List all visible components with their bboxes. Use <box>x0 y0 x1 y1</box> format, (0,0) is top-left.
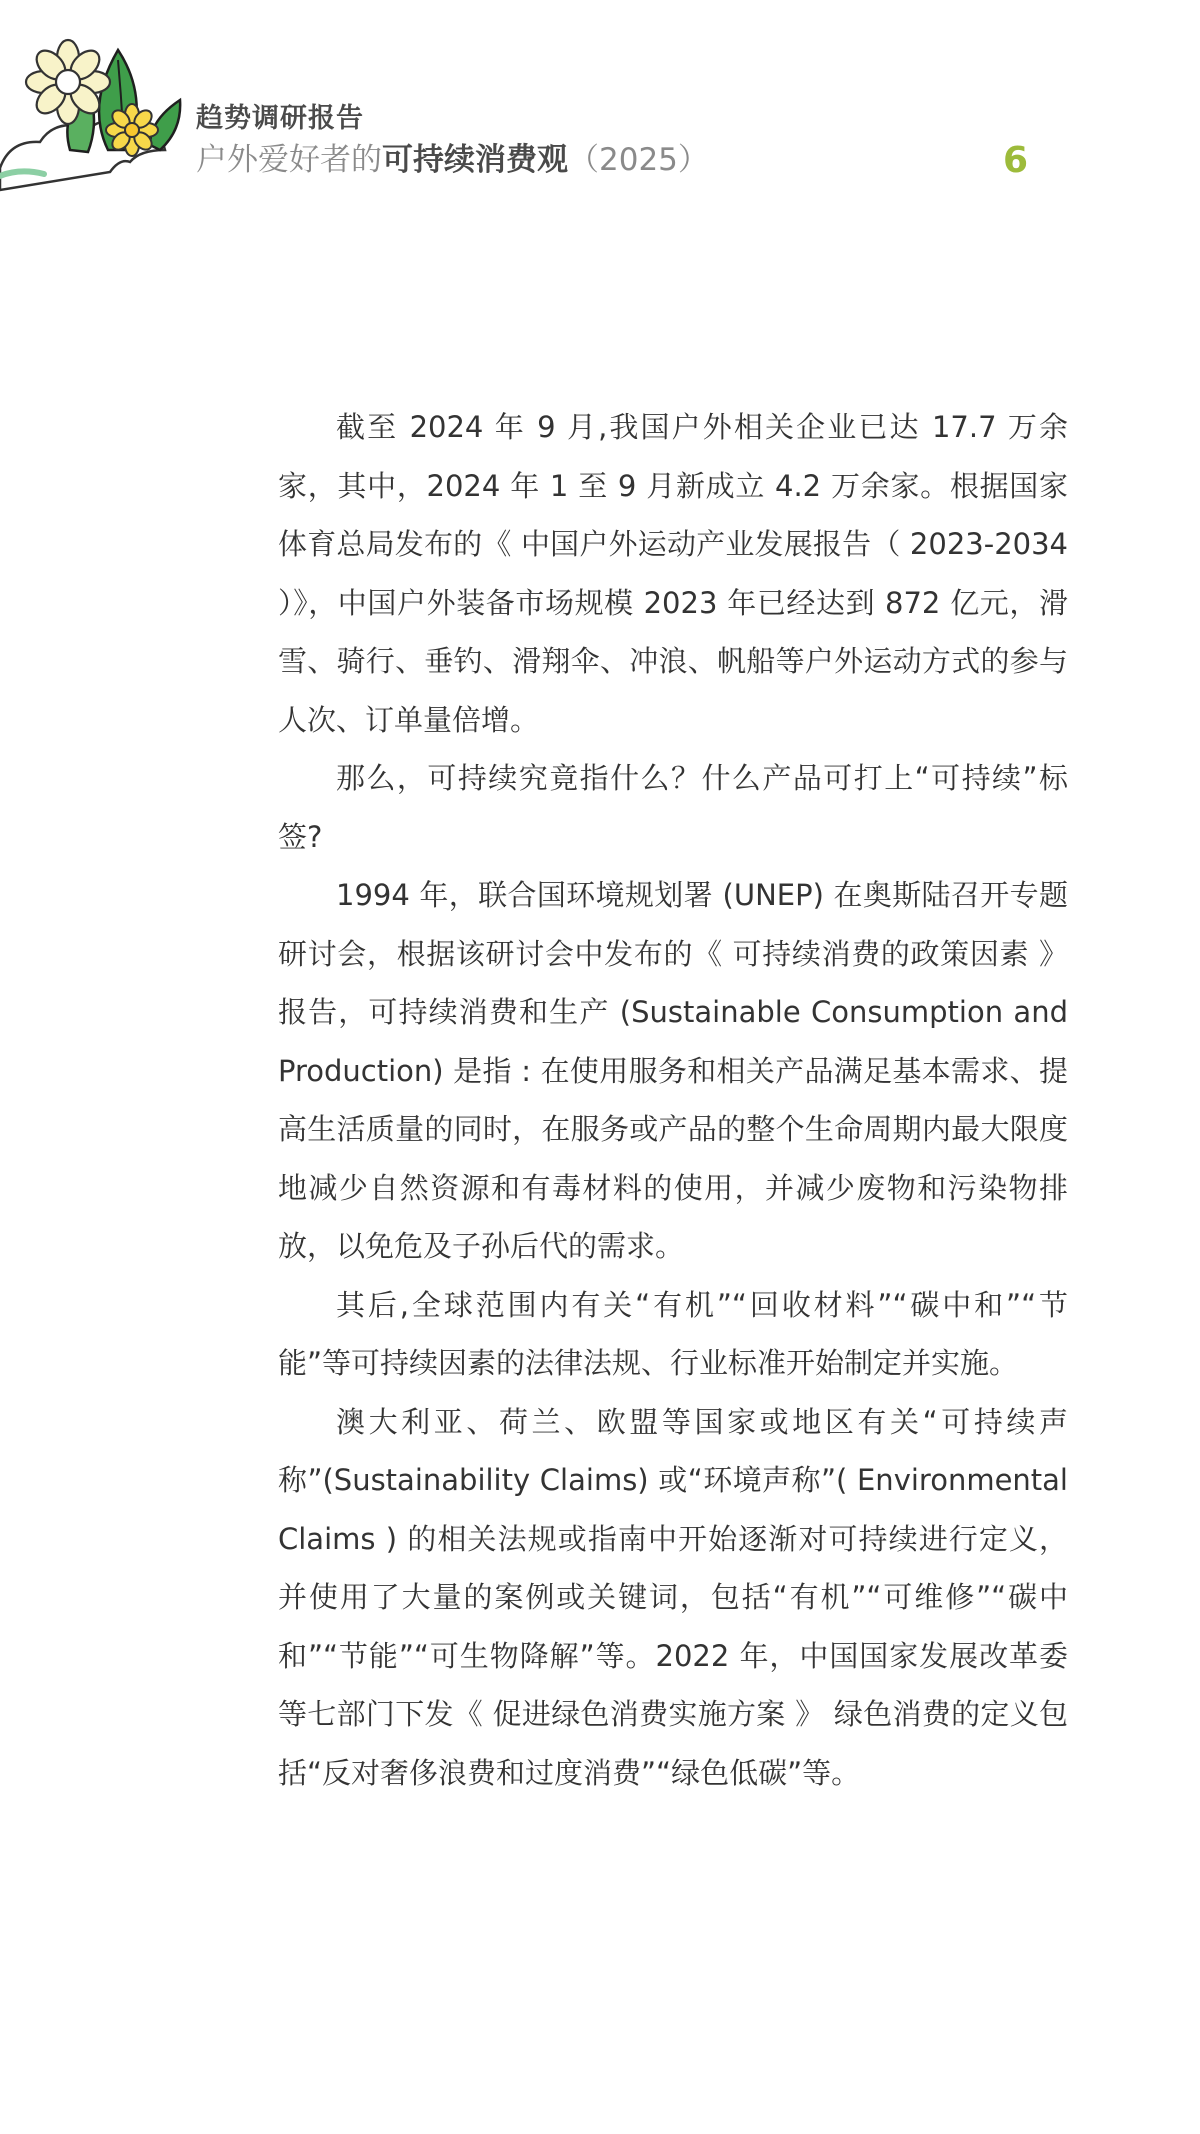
paragraph: 截至 2024 年 9 月,我国户外相关企业已达 17.7 万余家，其中，2024 年 1 至 9 月新成立 4.2 万余家。根据国家体育总局发布的《 中国户外运动产业发展报告（ 2023-2034 ）》，中国户外装备市场规模 2023 年已经达到 872 亿元，滑雪、骑行、垂钓、滑翔伞、冲浪、帆船等户外运动方式的参与人次、订单量倍增。 <box>278 410 1068 737</box>
paragraph: 1994 年，联合国环境规划署 (UNEP) 在奥斯陆召开专题研讨会，根据该研讨会中发布的《 可持续消费的政策因素 》报告，可持续消费和生产 (Sustainable Consumption and Production) 是指 : 在使用服务和相关产品满足基本需求、提高生活质量的同时，在服务或产品的整个生命周期内最大限度地减少自然资源和有毒材料的使用，并减少废物和污染物排放，以免危及子孙后代的需求。 <box>278 878 1068 1263</box>
paragraph: 那么，可持续究竟指什么？什么产品可打上“可持续”标签? <box>278 761 1068 854</box>
report-title <box>196 138 709 182</box>
flower-icon <box>106 104 158 156</box>
paragraph: 其后,全球范围内有关“有机”“回收材料”“碳中和”“节能”等可持续因素的法律法规、行业标准开始制定并实施。 <box>278 1287 1068 1380</box>
report-series-label: 趋势调研报告 <box>196 103 364 134</box>
page-number: 6 <box>1003 140 1029 181</box>
flower-icon <box>26 40 110 124</box>
report-title-prefix: 户外爱好者的 <box>196 142 382 178</box>
report-title-suffix: （2025） <box>568 142 709 178</box>
article-body <box>278 398 1068 1802</box>
report-title-bold: 可持续消费观 <box>382 142 568 178</box>
page-header <box>196 100 709 182</box>
header-illustration <box>0 0 200 200</box>
paragraph: 澳大利亚、荷兰、欧盟等国家或地区有关“可持续声称”(Sustainability Claims) 或“环境声称”( Environmental Claims ) 的相关法规或指南中开始逐渐对可持续进行定义，并使用了大量的案例或关键词，包括“有机”“可维修”“碳中和”“节能”“可生物降解”等。2022 年，中国国家发展改革委等七部门下发《 促进绿色消费实施方案 》 绿色消费的定义包括“反对奢侈浪费和过度消费”“绿色低碳”等。 <box>278 1404 1068 1790</box>
